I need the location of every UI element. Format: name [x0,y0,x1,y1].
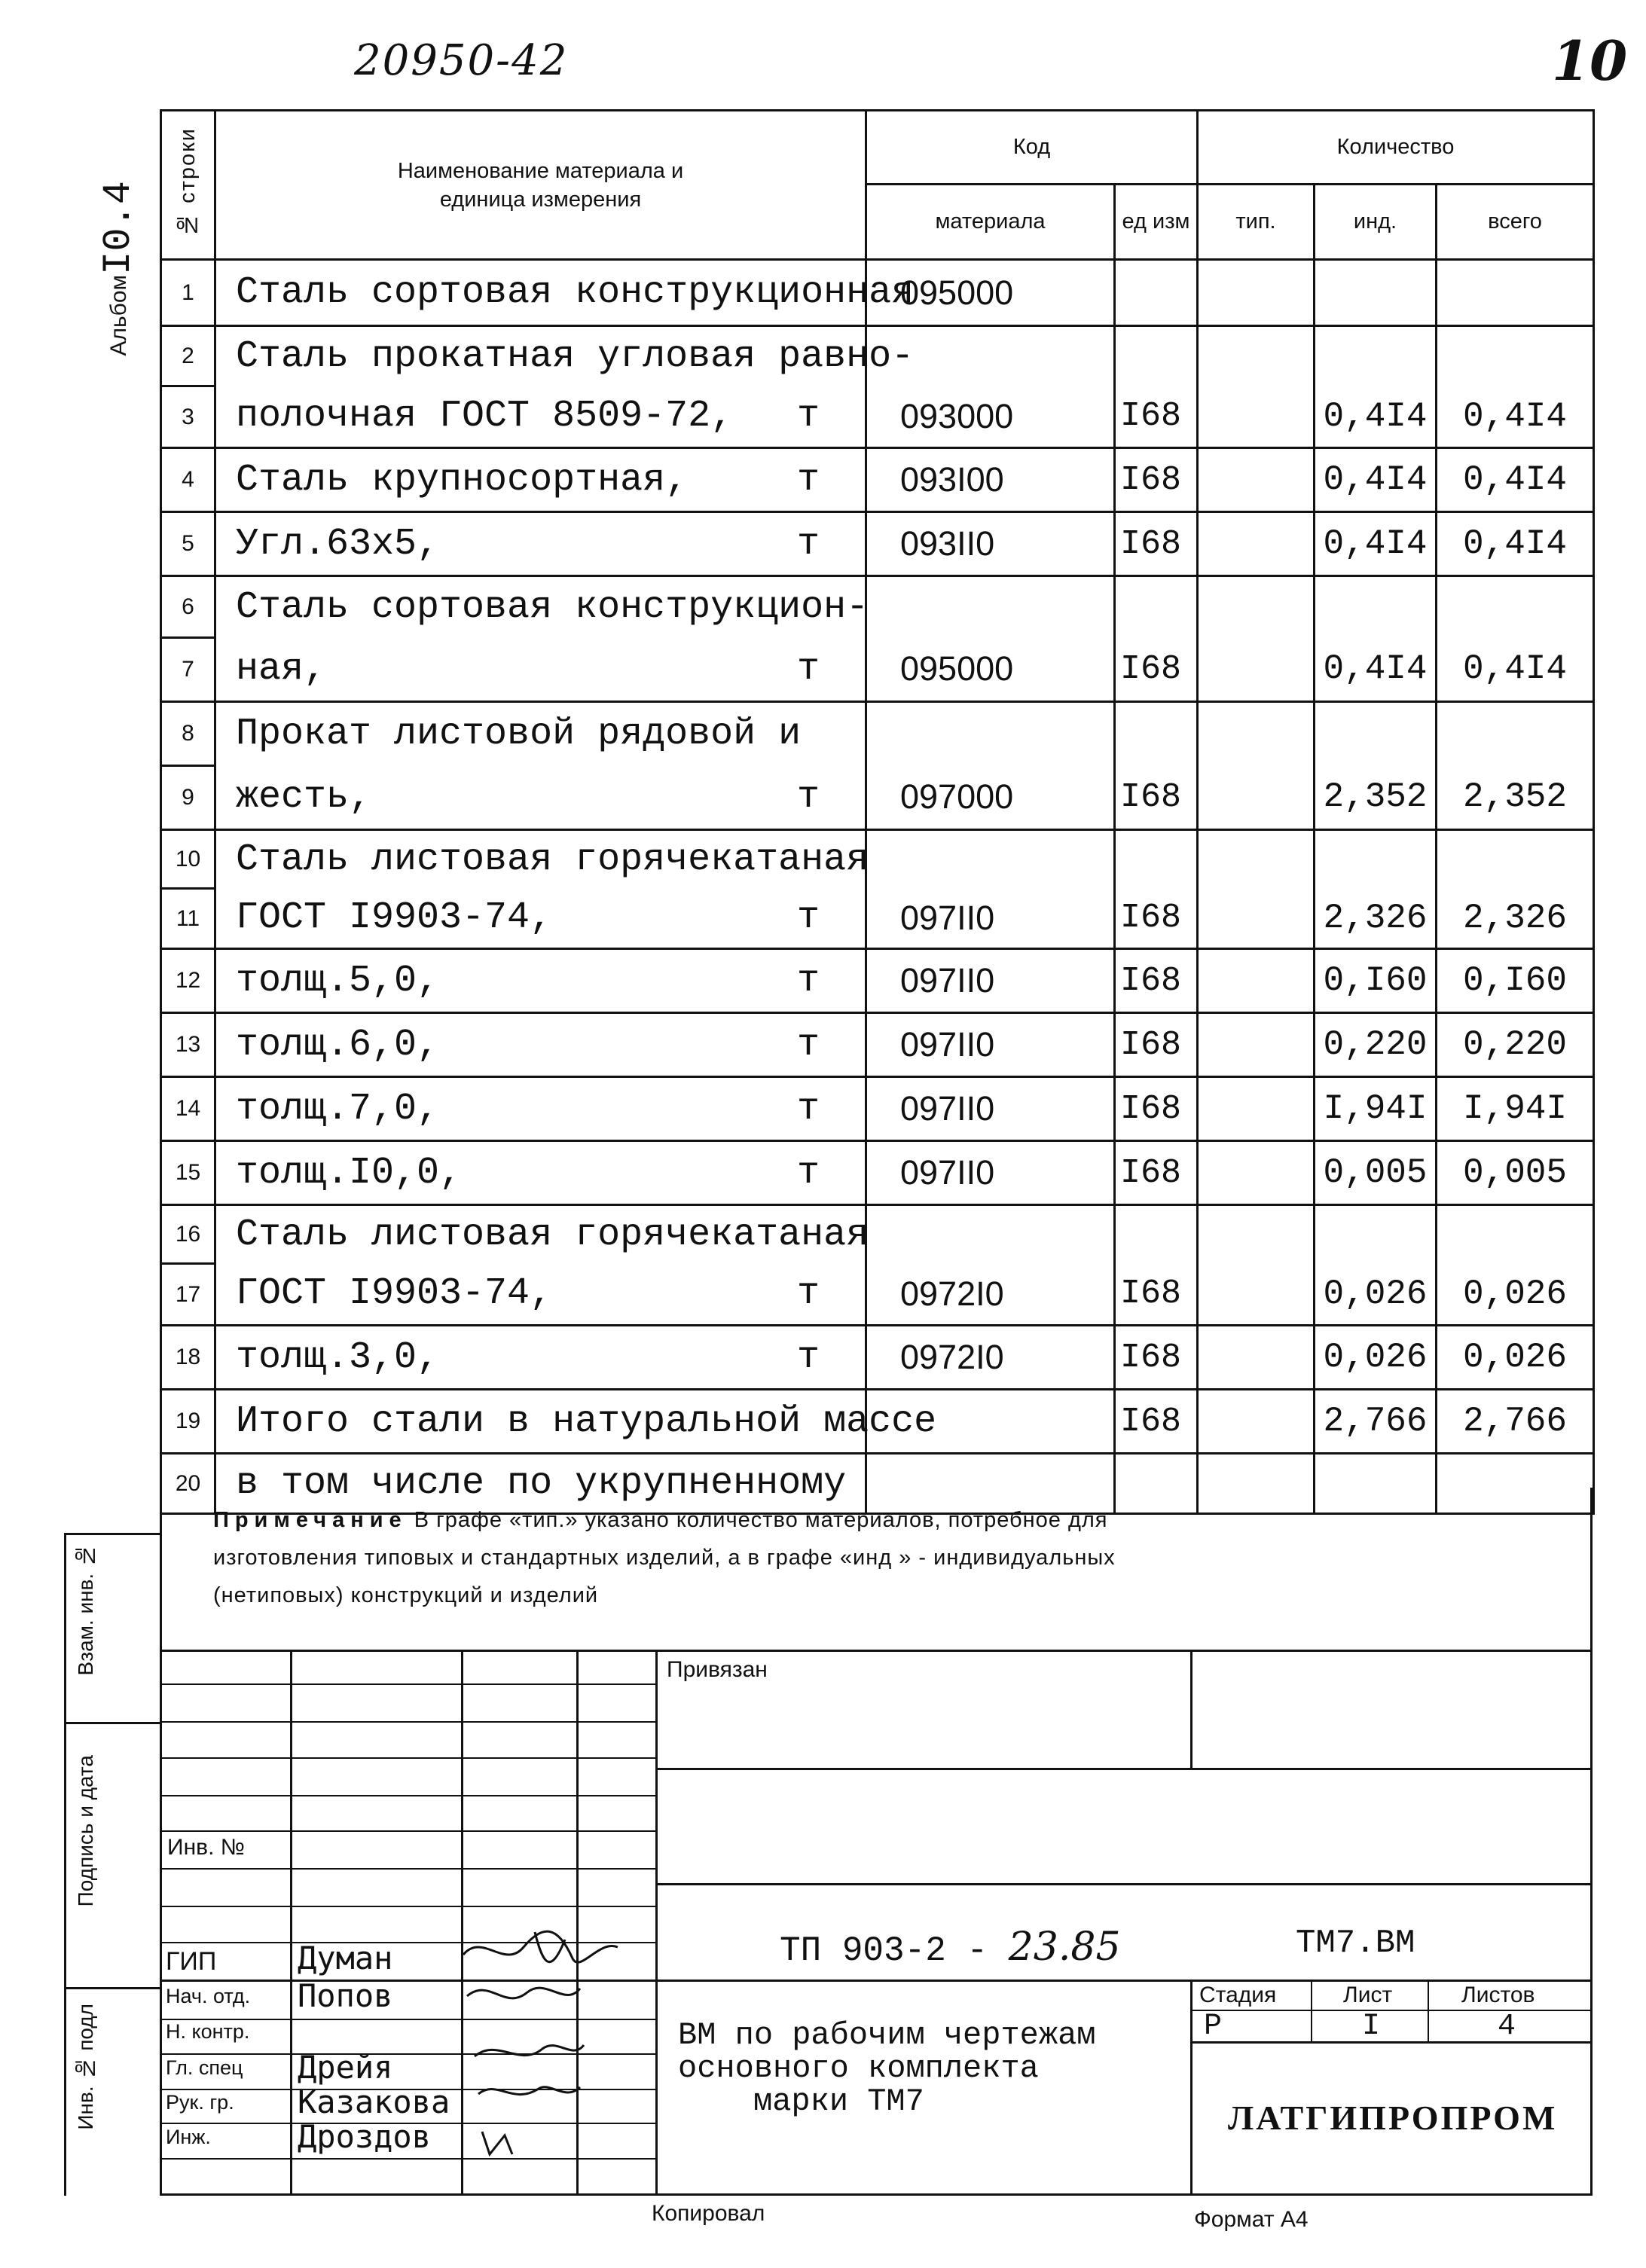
qty-total: 2,766 [1437,1390,1594,1454]
material-name-text: Сталь листовая горячекатаная [236,1213,869,1256]
material-name [215,1141,866,1205]
qty-typ [1198,889,1315,949]
qty-ind: 0,4I4 [1315,512,1437,576]
qty-typ [1198,1264,1315,1326]
row-number: 8 [161,702,215,766]
qty-ind [1315,702,1437,766]
tb-row [160,1721,657,1723]
material-name-text: Сталь листовая горячекатаная [236,838,869,881]
qty-typ [1198,576,1315,638]
table-row [161,512,1594,576]
header-name: Наименование материала и единица измерения [215,111,866,260]
frame-bottom [160,2193,1593,2196]
qty-total: 0,4I4 [1437,512,1594,576]
inv-no-label: Инв. № [167,1835,245,1860]
row-number: 18 [161,1326,215,1390]
privyazan-label: Привязан [667,1657,768,1682]
tb-desc-right [1190,1980,1193,2193]
qty-typ [1198,1141,1315,1205]
material-name-text: ная, [236,647,327,691]
header-ind: инд. [1315,185,1437,260]
unit-code: I68 [1115,512,1198,576]
row-number: 1 [161,260,215,326]
sheet-value: I [1362,2010,1381,2044]
table-row [161,1264,1594,1326]
sheets-value: 4 [1498,2010,1516,2044]
material-name [215,260,915,326]
unit-code: I68 [1115,1141,1198,1205]
tb-row [160,1757,657,1759]
description-line-1: ВМ по рабочим чертежам [678,2017,1096,2053]
tb-stage-col [1311,1980,1312,2043]
row-number: 9 [161,766,215,830]
qty-ind: 2,352 [1315,766,1437,830]
material-name [215,830,869,889]
table-row [161,1390,1594,1454]
qty-typ [1198,1390,1315,1454]
row-number: 6 [161,576,215,638]
note-line-1: В графе «тип.» указано количество материалов, потребное для [414,1508,1108,1532]
header-code: материала [866,185,1115,260]
qty-total: 0,026 [1437,1264,1594,1326]
qty-typ [1198,1013,1315,1077]
doc-code-print: ТП 903-2 - [780,1931,988,1970]
material-name [215,576,869,638]
tb-stage-bottom [1190,2041,1593,2044]
qty-total: 0,220 [1437,1013,1594,1077]
material-name-text: в том числе по укрупненному [236,1462,847,1505]
tb-col-4 [655,1650,658,2193]
material-name-text: жесть, [236,775,372,819]
stamp-inv-podl: Инв. № подл [74,2004,97,2130]
material-unit: т [796,1335,820,1379]
signature-scribbles [452,1917,633,2181]
qty-total: 0,4I4 [1437,448,1594,512]
qty-ind: 2,766 [1315,1390,1437,1454]
qty-ind: 0,4I4 [1315,638,1437,702]
stamp-div-2 [64,1987,162,1989]
material-name [215,512,866,576]
qty-typ [1198,1077,1315,1141]
material-unit: т [796,1151,820,1195]
table-row [161,326,1594,386]
drawing-mark: ТМ7.ВМ [1296,1925,1415,1962]
stamp-vzam: Взам. инв. № [74,1544,97,1676]
unit-code: I68 [1115,766,1198,830]
doc-code [780,1925,1121,1970]
qty-typ [1198,512,1315,576]
material-name [215,1205,869,1264]
table-row [161,386,1594,448]
qty-ind: 0,I60 [1315,949,1437,1013]
qty-ind [1315,1205,1437,1264]
stamp-podpis: Подпись и дата [74,1755,97,1907]
doc-code-handwritten: 23.85 [1008,1925,1121,1970]
unit-code: I68 [1115,949,1198,1013]
qty-typ [1198,949,1315,1013]
qty-total: 0,005 [1437,1141,1594,1205]
description [678,2019,1096,2118]
material-unit: т [796,1087,820,1131]
material-code [866,702,1115,766]
qty-total: 0,4I4 [1437,386,1594,448]
material-code: 095000 [866,260,1115,326]
material-name-text: Сталь сортовая конструкционная [236,271,915,314]
tb-row [160,1830,657,1832]
unit-code: I68 [1115,889,1198,949]
material-name [215,448,866,512]
row-number: 13 [161,1013,215,1077]
row-number: 3 [161,386,215,448]
tb-stage-hdr [1190,2010,1593,2011]
stage-value: Р [1204,2010,1223,2044]
row-number: 17 [161,1264,215,1326]
table-row [161,1326,1594,1390]
signature-role: ГИП [166,1947,217,1976]
row-number: 16 [161,1205,215,1264]
material-name-text: толщ.3,0, [236,1335,440,1379]
unit-code: I68 [1115,1390,1198,1454]
qty-ind [1315,830,1437,889]
qty-ind [1315,326,1437,386]
frame-note-bottom [160,1650,1593,1652]
row-number: 12 [161,949,215,1013]
signature-role: Рук. гр. [166,2091,234,2114]
material-name-text: Угл.63х5, [236,522,440,566]
qty-ind: 0,005 [1315,1141,1437,1205]
material-name [215,949,866,1013]
row-number: 5 [161,512,215,576]
qty-total: 0,026 [1437,1326,1594,1390]
material-name [215,1390,937,1454]
material-name-text: полочная ГОСТ 8509-72, [236,395,734,438]
material-unit: т [796,522,820,566]
tb-row [160,1683,657,1685]
qty-ind: 2,326 [1315,889,1437,949]
qty-total [1437,1205,1594,1264]
material-name-text: толщ.7,0, [236,1087,440,1131]
material-code: 095000 [866,638,1115,702]
material-name [215,889,866,949]
unit-code: I68 [1115,386,1198,448]
qty-typ [1198,1326,1315,1390]
material-code: 0972I0 [866,1326,1115,1390]
unit-code: I68 [1115,1326,1198,1390]
unit-code: I68 [1115,1077,1198,1141]
material-name-text: толщ.I0,0, [236,1151,463,1195]
signature-name: Дроздов [298,2118,432,2155]
material-unit: т [796,458,820,502]
qty-total: 2,352 [1437,766,1594,830]
material-code: 097II0 [866,1013,1115,1077]
material-name-text: толщ.5,0, [236,959,440,1003]
material-name-text: Сталь сортовая конструкцион- [236,585,869,629]
table-row [161,830,1594,889]
material-code: 097000 [866,766,1115,830]
unit-code [1115,1205,1198,1264]
material-name-text: Сталь прокатная угловая равно- [236,334,915,378]
album-stamp [96,181,141,356]
table-row [161,1205,1594,1264]
material-unit: т [796,959,820,1003]
note-label: Примечание [213,1508,408,1532]
material-code [866,576,1115,638]
qty-ind: 0,4I4 [1315,386,1437,448]
qty-total: I,94I [1437,1077,1594,1141]
row-number: 11 [161,889,215,949]
album-label: Альбом [106,274,131,356]
frame-right [1590,1488,1593,2196]
qty-ind: 0,4I4 [1315,448,1437,512]
table-row [161,949,1594,1013]
signature-name: Дрейя [298,2049,393,2086]
material-unit: т [796,896,820,940]
qty-ind: 0,026 [1315,1326,1437,1390]
material-name [215,638,866,702]
header-qty-group: Количество [1198,111,1594,185]
note-line-3: (нетиповых) конструкций и изделий [213,1583,599,1607]
qty-typ [1198,766,1315,830]
header-code-group: Код [866,111,1198,185]
qty-ind: 0,026 [1315,1264,1437,1326]
tb-privyazan-right [1190,1650,1193,1770]
material-name [215,1013,866,1077]
qty-total: 2,326 [1437,889,1594,949]
tb-row [160,1795,657,1796]
unit-code [1115,260,1198,326]
material-name-text: ГОСТ I9903-74, [236,1272,553,1316]
qty-typ [1198,830,1315,889]
tb-row [160,1906,657,1907]
material-code [866,830,1115,889]
material-unit: т [796,1272,820,1316]
description-line-3: марки ТМ7 [753,2083,924,2120]
table-row [161,1013,1594,1077]
sheets-label: Листов [1461,1983,1535,2007]
unit-code [1115,702,1198,766]
qty-typ [1198,702,1315,766]
qty-typ [1198,638,1315,702]
material-code [866,1205,1115,1264]
page-number: 10 [1552,29,1628,93]
material-unit: т [796,395,820,438]
note-line-2: изготовления типовых и стандартных изделий, а в графе «инд » - индивидуальных [213,1546,1116,1570]
qty-ind [1315,576,1437,638]
signature-name: Думан [298,1940,393,1976]
material-code: 097II0 [866,1077,1115,1141]
qty-total [1437,830,1594,889]
row-number: 14 [161,1077,215,1141]
material-name-text: ГОСТ I9903-74, [236,896,553,940]
qty-total [1437,326,1594,386]
material-name [215,1326,866,1390]
copied-label: Копировал [652,2201,765,2226]
unit-code [1115,326,1198,386]
tb-row [160,1868,657,1870]
material-name [215,1264,866,1326]
signature-role: Н. контр. [166,2020,250,2043]
qty-typ [1198,448,1315,512]
material-code: 093000 [866,386,1115,448]
header-unit: ед изм [1115,185,1198,260]
table-row [161,766,1594,830]
organization: ЛАТГИПРОПРОМ [1228,2099,1558,2137]
material-name [215,766,866,830]
table-row [161,702,1594,766]
header-typ: тип. [1198,185,1315,260]
album-number: I0.4 [96,181,141,275]
stamp-div-1 [64,1722,162,1724]
header-rownum: № строки [161,111,215,260]
qty-typ [1198,326,1315,386]
stage-label: Стадия [1199,1983,1277,2007]
material-name [215,1077,866,1141]
table-row [161,260,1594,326]
stamp-left-edge [64,1533,66,2196]
unit-code [1115,576,1198,638]
material-code: 093II0 [866,512,1115,576]
row-number: 15 [161,1141,215,1205]
row-number: 2 [161,326,215,386]
qty-total [1437,260,1594,326]
qty-total: 0,4I4 [1437,638,1594,702]
material-unit: т [796,647,820,691]
signature-role: Нач. отд. [166,1985,251,2007]
document-number: 20950-42 [354,36,569,85]
header-total: всего [1437,185,1594,260]
unit-code [1115,830,1198,889]
qty-ind: I,94I [1315,1077,1437,1141]
table-row [161,448,1594,512]
table-row [161,1077,1594,1141]
material-code: 097II0 [866,889,1115,949]
signature-role: Гл. спец [166,2056,243,2079]
stamp-top [64,1533,162,1535]
materials-table [160,109,1595,1515]
sheet-label: Лист [1343,1983,1393,2007]
unit-code: I68 [1115,1013,1198,1077]
row-number: 7 [161,638,215,702]
row-number: 20 [161,1454,215,1514]
tb-sheet-col [1428,1980,1429,2043]
row-number: 10 [161,830,215,889]
material-name-text: Сталь крупносортная, [236,458,689,502]
tb-privyazan-bottom [655,1768,1593,1770]
qty-ind [1315,260,1437,326]
table-row [161,1141,1594,1205]
material-name [215,326,915,386]
signature-name: Казакова [298,2083,450,2120]
tb-col-1 [290,1650,292,2193]
table-row [161,638,1594,702]
unit-code: I68 [1115,448,1198,512]
material-name-text: толщ.6,0, [236,1023,440,1067]
unit-code: I68 [1115,638,1198,702]
description-line-2: основного комплекта [678,2050,1039,2086]
note [213,1501,1584,1614]
material-code: 093I00 [866,448,1115,512]
material-name-text: Итого стали в натуральной массе [236,1400,937,1443]
row-number: 19 [161,1390,215,1454]
material-name-text: Прокат листовой рядовой и [236,713,802,756]
material-name [215,386,866,448]
qty-typ [1198,1205,1315,1264]
signature-role: Инж. [166,2126,211,2148]
material-code: 0972I0 [866,1264,1115,1326]
material-unit: т [796,1023,820,1067]
material-unit: т [796,775,820,819]
qty-total [1437,576,1594,638]
row-number: 4 [161,448,215,512]
tb-code-top [655,1883,1593,1885]
qty-total [1437,702,1594,766]
qty-typ [1198,386,1315,448]
table-row [161,889,1594,949]
format-label: Формат А4 [1194,2207,1309,2232]
unit-code: I68 [1115,1264,1198,1326]
material-code: 097II0 [866,949,1115,1013]
qty-typ [1198,260,1315,326]
qty-total: 0,I60 [1437,949,1594,1013]
signature-name: Попов [298,1977,393,2014]
material-code: 097II0 [866,1141,1115,1205]
table-row [161,576,1594,638]
qty-ind: 0,220 [1315,1013,1437,1077]
material-name [215,702,866,766]
